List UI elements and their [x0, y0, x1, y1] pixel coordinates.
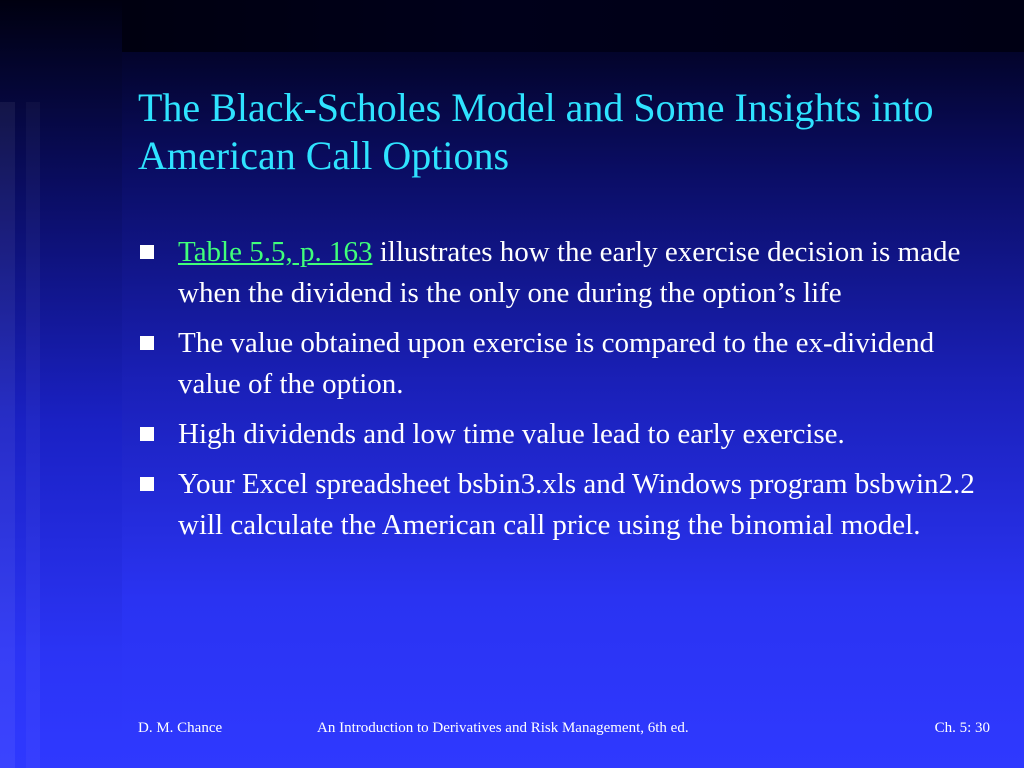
bullet-item [140, 323, 1000, 405]
top-band [122, 0, 1024, 52]
bullet-text: The value obtained upon exercise is compared to the ex-dividend value of the option. [178, 327, 935, 400]
footer-author: D. M. Chance [138, 720, 223, 736]
footer-book-title: An Introduction to Derivatives and Risk Management, 6th ed. [317, 720, 689, 736]
bullet-item [140, 414, 1000, 455]
square-bullet-icon [140, 245, 154, 259]
bullet-text: High dividends and low time value lead to early exercise. [178, 418, 845, 450]
decorative-squares [0, 102, 122, 768]
bullet-list [140, 232, 1000, 555]
slide-title: The Black-Scholes Model and Some Insights into American Call Options [138, 85, 934, 178]
slide-footer [0, 716, 1024, 740]
bullet-item [140, 232, 1000, 314]
square-bullet-icon [140, 477, 154, 491]
bullet-text: illustrates how the early exercise decision is made when the dividend is the only one during the option’s life [178, 236, 961, 309]
bullet-item [140, 464, 1000, 546]
footer-page-number: Ch. 5: 30 [934, 720, 990, 736]
table-link[interactable]: Table 5.5, p. 163 [178, 236, 373, 268]
bullet-text: Your Excel spreadsheet bsbin3.xls and Windows program bsbwin2.2 will calculate the American call price using the binomial model. [178, 468, 975, 541]
square-bullet-icon [140, 336, 154, 350]
square-bullet-icon [140, 427, 154, 441]
